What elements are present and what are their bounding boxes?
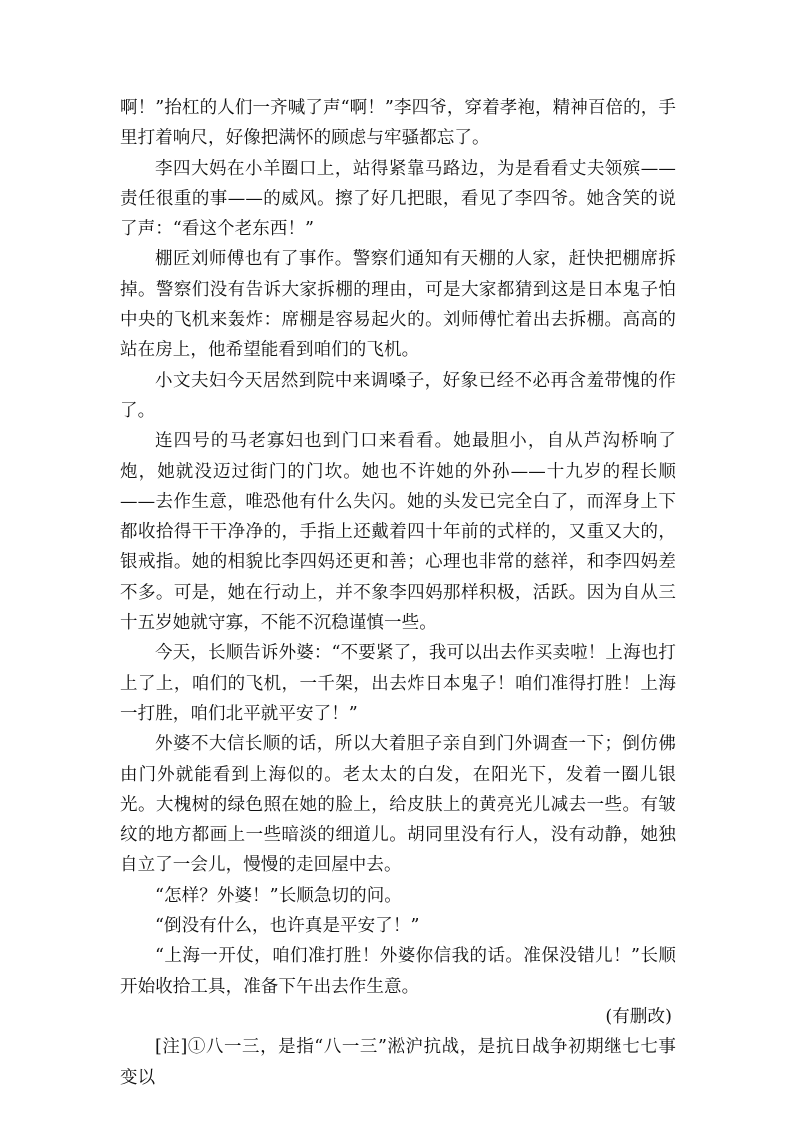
paragraph-3: 棚匠刘师傅也有了事作。警察们通知有天棚的人家，赶快把棚席拆掉。警察们没有告诉大家拆棚的理由，可是大家都猜到这是日本鬼子怕中央的飞机来轰炸：席棚是容易起火的。刘师傅忙着出去拆棚。高高的站在房上，他希望能看到咱们的飞机。 (120, 249, 676, 361)
paragraph-1: 啊！”抬杠的人们一齐喊了声“啊！”李四爷，穿着孝袍，精神百倍的，手里打着响尺，好像把满怀的顾虑与牢骚都忘了。 (120, 98, 676, 149)
paragraph-10: “上海一开仗，咱们准打胜！外婆你信我的话。准保没错儿！”长顺开始收拾工具，准备下午出去作生意。 (120, 946, 676, 997)
paragraph-6: 今天，长顺告诉外婆：“不要紧了，我可以出去作买卖啦！上海也打上了上，咱们的飞机，一千架，出去炸日本鬼子！咱们准得打胜！上海一打胜，咱们北平就平安了！” (120, 643, 676, 724)
paragraph-4: 小文夫妇今天居然到院中来调嗓子，好象已经不必再含羞带愧的作了。 (120, 370, 676, 421)
source-note: (有删改) (605, 1006, 672, 1027)
paragraph-7: 外婆不大信长顺的话，所以大着胆子亲自到门外调查一下；倒仿佛由门外就能看到上海似的。老太太的白发，在阳光下，发着一圈儿银光。大槐树的绿色照在她的脸上，给皮肤上的黄亮光儿减去一些。有皱纹的地方都画上一些暗淡的细道儿。胡同里没有行人，没有动静，她独自立了一会儿，慢慢的走回屋中去。 (120, 734, 676, 876)
paragraph-2: 李四大妈在小羊圈口上，站得紧靠马路边，为是看看丈夫领殡——责任很重的事——的威风。擦了好几把眼，看见了李四爷。她含笑的说了声：“看这个老东西！” (120, 158, 676, 240)
paragraph-9: “倒没有什么，也许真是平安了！” (155, 916, 420, 937)
paragraph-8: “怎样？外婆！”长顺急切的问。 (155, 885, 402, 906)
footnote: [注]①八一三，是指“八一三”淞沪抗战，是抗日战争初期继七七事变以 (120, 1037, 676, 1088)
article-body (120, 93, 676, 1093)
paragraph-5: 连四号的马老寡妇也到门口来看看。她最胆小，自从芦沟桥响了炮，她就没迈过街门的门坎。她也不许她的外孙——十九岁的程长顺——去作生意，唯恐他有什么失闪。她的头发已完全白了，而浑身上下都收拾得干干净净的，手指上还戴着四十年前的式样的，又重又大的，银戒指。她的相貌比李四妈还更和善；心理也非常的慈祥，和李四妈差不多。可是，她在行动上，并不象李四妈那样积极，活跃。因为自从三十五岁她就守寡，不能不沉稳谨慎一些。 (120, 431, 676, 634)
